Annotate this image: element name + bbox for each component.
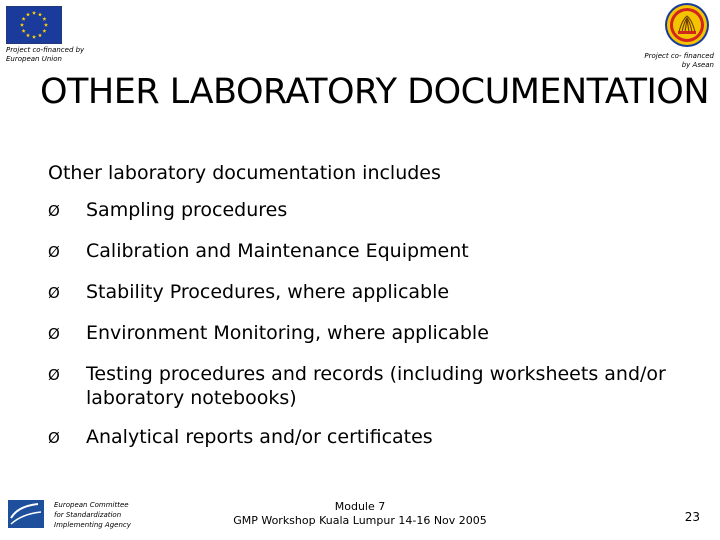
arrow-bullet-icon: Ø bbox=[48, 284, 60, 302]
footer-info bbox=[200, 500, 520, 528]
list-item bbox=[48, 280, 698, 306]
bullet-text: Sampling procedures bbox=[86, 199, 288, 221]
arrow-bullet-icon: Ø bbox=[48, 243, 60, 261]
list-item bbox=[48, 239, 698, 265]
bullet-text: Calibration and Maintenance Equipment bbox=[86, 240, 469, 262]
eu-flag-icon bbox=[6, 6, 62, 44]
asean-cofinance-caption: Project co- financed by Asean bbox=[644, 52, 714, 69]
arrow-bullet-icon: Ø bbox=[48, 366, 60, 384]
cen-logo-icon bbox=[8, 496, 44, 532]
workshop-label: GMP Workshop Kuala Lumpur 14-16 Nov 2005 bbox=[233, 514, 487, 527]
eu-cofinance-caption: Project co-financed by European Union bbox=[6, 46, 85, 63]
module-label: Module 7 bbox=[334, 500, 386, 513]
slide-title: OTHER LABORATORY DOCUMENTATION bbox=[40, 72, 710, 112]
intro-text: Other laboratory documentation includes bbox=[48, 162, 441, 184]
arrow-bullet-icon: Ø bbox=[48, 325, 60, 343]
page-number: 23 bbox=[684, 510, 700, 524]
list-item bbox=[48, 198, 698, 224]
bullet-text: Environment Monitoring, where applicable bbox=[86, 322, 489, 344]
arrow-bullet-icon: Ø bbox=[48, 202, 60, 220]
bullet-list bbox=[48, 198, 698, 466]
cen-caption: European Committee for Standardization Implementing Agency bbox=[54, 501, 131, 529]
list-item bbox=[48, 425, 698, 451]
arrow-bullet-icon: Ø bbox=[48, 429, 60, 447]
bullet-text: Analytical reports and/or certificates bbox=[86, 426, 433, 448]
list-item bbox=[48, 362, 698, 410]
bullet-text: Stability Procedures, where applicable bbox=[86, 281, 450, 303]
bullet-text: Testing procedures and records (including worksheets and/or laboratory notebooks) bbox=[86, 363, 666, 409]
list-item bbox=[48, 321, 698, 347]
asean-emblem-icon bbox=[664, 2, 710, 48]
